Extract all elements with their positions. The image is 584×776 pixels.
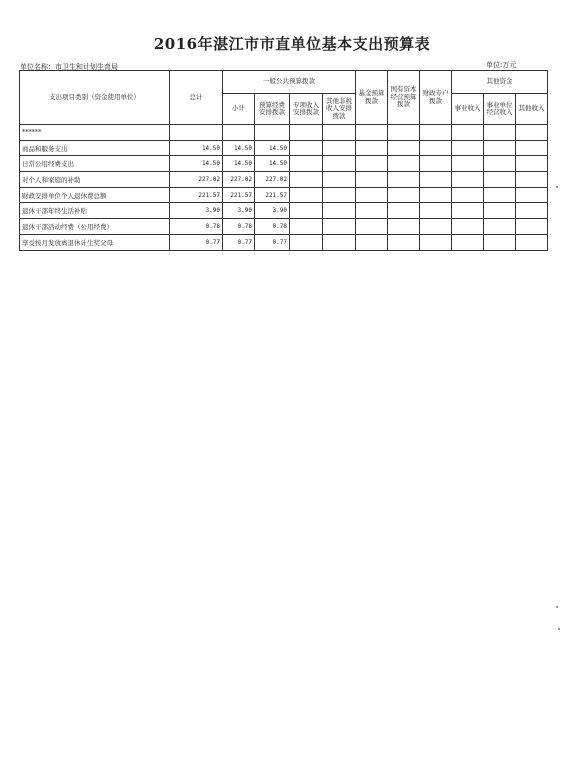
row-subtotal: 3.90 [223,203,255,219]
table-row [20,156,548,172]
unit-label: 单位:万元 [486,61,517,69]
row-category: ****** [20,125,170,141]
header-special-income: 专项收入安排拨款 [290,94,323,125]
header-business-income: 事业收入 [452,94,484,125]
row-subtotal: 14.50 [223,140,255,156]
header-non-tax-income: 其他非税收入安排拨款 [323,94,356,125]
header-budget-funds: 预算经费安排拨款 [255,94,290,125]
table-row [20,219,548,235]
row-subtotal: 227.02 [223,172,255,188]
row-category: 退休干部年终生活补贴 [20,203,170,219]
row-budget-funds: 3.90 [255,203,290,219]
table-row [20,125,548,141]
row-total: 3.90 [170,203,223,219]
header-special-account: 财政专户拨款 [420,71,452,125]
row-subtotal: 0.78 [223,219,255,235]
header-operating-income: 事业单位经营收入 [484,94,516,125]
row-total: 14.50 [170,156,223,172]
header-category: 支出项目类别（资金使用单位） [20,71,170,125]
row-subtotal: 221.57 [223,187,255,203]
header-total: 总计 [170,71,223,125]
scan-speck [556,606,558,608]
row-category: 日常公用经费支出 [20,156,170,172]
row-category: 享受按月发放离退休计生奖父母 [20,234,170,250]
header-general-budget: 一般公共预算拨款 [223,71,356,94]
unit-name: 单位名称：市卫生和计划生育局 [20,63,118,71]
row-category: 对个人和家庭的补助 [20,172,170,188]
row-total: 221.57 [170,187,223,203]
header-other-income: 其他收入 [516,94,548,125]
scan-speck [556,186,558,188]
budget-table [19,70,548,251]
page-title: 2016年湛江市市直单位基本支出预算表 [153,35,431,53]
row-budget-funds: 14.50 [255,140,290,156]
row-budget-funds: 227.02 [255,172,290,188]
row-total [170,125,223,141]
row-total: 227.02 [170,172,223,188]
table-row [20,234,548,250]
row-category: 财政安排单位个人退休费总额 [20,187,170,203]
table-row [20,140,548,156]
row-budget-funds: 221.57 [255,187,290,203]
header-subtotal: 小计 [223,94,255,125]
row-budget-funds: 0.78 [255,219,290,235]
scan-speck [558,628,560,630]
table-row [20,187,548,203]
header-state-capital: 国有资本经营预算拨款 [388,71,420,125]
row-category: 商品和服务支出 [20,140,170,156]
row-category: 退休干部活动经费（公用经费） [20,219,170,235]
table-row [20,203,548,219]
row-total: 14.50 [170,140,223,156]
row-budget-funds [255,125,290,141]
header-fund-budget: 基金预算拨款 [356,71,388,125]
row-budget-funds: 14.50 [255,156,290,172]
row-subtotal: 14.50 [223,156,255,172]
row-total: 0.78 [170,219,223,235]
row-subtotal [223,125,255,141]
row-total: 0.77 [170,234,223,250]
row-budget-funds: 0.77 [255,234,290,250]
header-other-funds: 其他资金 [452,71,548,94]
table-row [20,172,548,188]
row-subtotal: 0.77 [223,234,255,250]
